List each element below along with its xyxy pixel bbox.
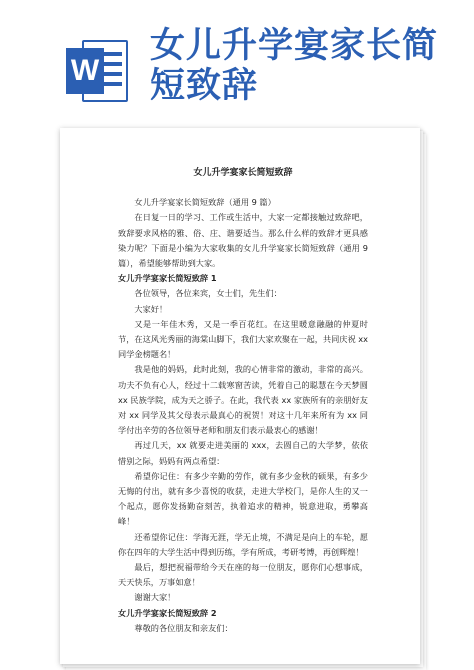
paragraph: 又是一年佳木秀，又是一季百花红。在这里暖意融融的仲夏时节，在这风光秀丽的海棠山脚下，我们大家欢聚在一起，共同庆祝 xx 同学金榜题名！ [118,318,368,360]
word-document-icon [66,40,128,102]
document-page [60,128,420,664]
paragraph: 各位领导，各位来宾，女士们，先生们： [134,288,282,299]
paragraph: 谢谢大家！ [134,592,176,603]
page-title: 女儿升学宴家长简短致辞 [150,26,439,106]
paragraph: 我是他的妈妈，此时此刻，我的心情非常的激动，非常的高兴。功夫不负有心人，经过十二载寒窗苦读，凭着自己的聪慧在今天梦圆 xx 民族学院，成为天之骄子。在此，我代表 xx 家族所有的亲朋好友对 xx 同学及其父母表示最真心的祝贺！对这十几年来所有为 xx 同学付出辛劳的各位领导老师和朋友们表示最衷心的感谢！ [118,364,368,436]
header [0,0,474,115]
section-heading: 女儿升学宴家长简短致辞 1 [118,273,217,284]
word-letter-badge: W [66,48,104,94]
paragraph: 希望你记住：有多少辛勤的劳作，就有多少金秋的硕果，有多少无悔的付出，就有多少喜悦的收获，走进大学校门，是你人生的又一个起点，愿你发扬勤奋刻苦，执着追求的精神，锐意进取，勇攀高峰！ [118,470,368,527]
section-heading: 女儿升学宴家长简短致辞 2 [118,607,217,618]
paragraph: 还希望你记住：学海无涯，学无止境，不满足是向上的车轮，愿你在四年的大学生活中得到历练，学有所成，考研考博，再创辉煌！ [118,531,368,557]
document-title: 女儿升学宴家长简短致辞 [193,168,293,178]
paragraph: 女儿升学宴家长简短致辞（通用 9 篇） [134,197,276,208]
paragraph: 再过几天，xx 就要走进美丽的 xxx，去圆自己的大学梦，依依惜别之际，妈妈有两点希望： [118,440,368,466]
document-preview [60,128,420,664]
document-content [118,195,368,636]
paragraph: 在日复一日的学习、工作或生活中，大家一定都接触过致辞吧，致辞要求风格的雅、俗、庄、谐要适当。那么什么样的致辞才更具感染力呢？下面是小编为大家收集的女儿升学宴家长简短致辞（通用 9 篇），希望能够帮助到大家。 [118,212,368,269]
document-body [118,166,368,636]
paragraph: 大家好！ [134,303,168,314]
paragraph: 尊敬的各位朋友和亲友们： [134,622,233,633]
paragraph: 最后，想把祝福带给今天在座的每一位朋友，愿你们心想事成，天天快乐，万事如意！ [118,562,368,588]
